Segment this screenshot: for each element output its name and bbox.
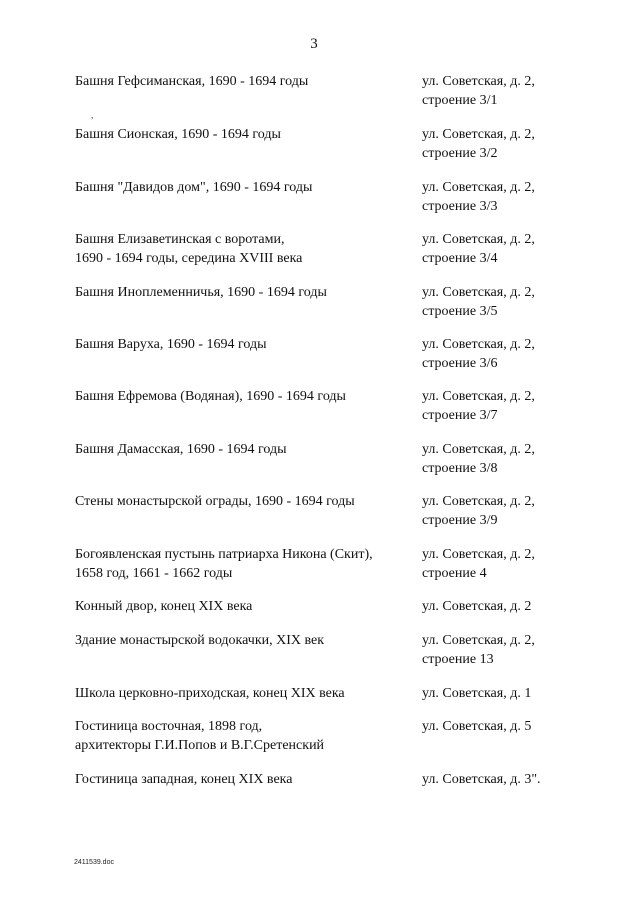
monument-address: ул. Советская, д. 2, строение 13 bbox=[422, 633, 535, 667]
scan-speck: , bbox=[91, 110, 94, 120]
monument-address: ул. Советская, д. 2, строение 3/1 bbox=[422, 74, 535, 108]
monument-address: ул. Советская, д. 2, строение 3/3 bbox=[422, 180, 535, 214]
list-item bbox=[75, 335, 575, 387]
monument-name: Конный двор, конец XIX века bbox=[75, 599, 253, 614]
monument-name: Стены монастырской ограды, 1690 - 1694 годы bbox=[75, 494, 355, 509]
monument-name: Башня Елизаветинская с воротами, 1690 - 1694 годы, середина XVIII века bbox=[75, 232, 303, 266]
list-item bbox=[75, 492, 575, 545]
monument-address: ул. Советская, д. 3". bbox=[422, 772, 541, 787]
monument-name: Богоявленская пустынь патриарха Никона (Скит), 1658 год, 1661 - 1662 годы bbox=[75, 547, 373, 581]
monument-address: ул. Советская, д. 2, строение 3/2 bbox=[422, 127, 535, 161]
list-item bbox=[75, 178, 575, 230]
list-item bbox=[75, 684, 575, 717]
list-item bbox=[75, 230, 575, 283]
monument-list bbox=[75, 72, 575, 794]
monument-address: ул. Советская, д. 2, строение 3/9 bbox=[422, 494, 535, 528]
monument-name: Башня Варуха, 1690 - 1694 годы bbox=[75, 337, 267, 352]
monument-name: Гостиница восточная, 1898 год, архитекторы Г.И.Попов и В.Г.Сретенский bbox=[75, 719, 325, 753]
monument-name: Школа церковно-приходская, конец XIX века bbox=[75, 686, 345, 701]
monument-name: Гостиница западная, конец XIX века bbox=[75, 772, 293, 787]
list-item bbox=[75, 440, 575, 492]
monument-address: ул. Советская, д. 2, строение 4 bbox=[422, 547, 535, 581]
monument-address: ул. Советская, д. 5 bbox=[422, 719, 532, 734]
monument-name: Башня "Давидов дом", 1690 - 1694 годы bbox=[75, 180, 313, 195]
list-item bbox=[75, 545, 575, 597]
monument-name: Башня Дамасская, 1690 - 1694 годы bbox=[75, 442, 287, 457]
footer-filename: 2411539.doc bbox=[74, 859, 114, 866]
monument-name: Башня Сионская, 1690 - 1694 годы bbox=[75, 127, 281, 142]
monument-address: ул. Советская, д. 2 bbox=[422, 599, 532, 614]
monument-address: ул. Советская, д. 2, строение 3/8 bbox=[422, 442, 535, 476]
list-item bbox=[75, 283, 575, 335]
list-item bbox=[75, 72, 575, 125]
monument-name: Здание монастырской водокачки, XIX век bbox=[75, 633, 325, 648]
monument-name: Башня Иноплеменничья, 1690 - 1694 годы bbox=[75, 285, 327, 300]
list-item bbox=[75, 717, 575, 770]
monument-name: Башня Ефремова (Водяная), 1690 - 1694 годы bbox=[75, 389, 346, 404]
monument-address: ул. Советская, д. 2, строение 3/5 bbox=[422, 285, 535, 319]
list-item bbox=[75, 387, 575, 440]
list-item bbox=[75, 125, 575, 178]
list-item bbox=[75, 770, 575, 794]
list-item bbox=[75, 631, 575, 684]
list-item bbox=[75, 597, 575, 631]
monument-address: ул. Советская, д. 2, строение 3/6 bbox=[422, 337, 535, 371]
monument-address: ул. Советская, д. 2, строение 3/4 bbox=[422, 232, 535, 266]
page-number: 3 bbox=[310, 36, 318, 52]
monument-address: ул. Советская, д. 2, строение 3/7 bbox=[422, 389, 535, 423]
monument-name: Башня Гефсиманская, 1690 - 1694 годы bbox=[75, 74, 309, 89]
monument-address: ул. Советская, д. 1 bbox=[422, 686, 532, 701]
